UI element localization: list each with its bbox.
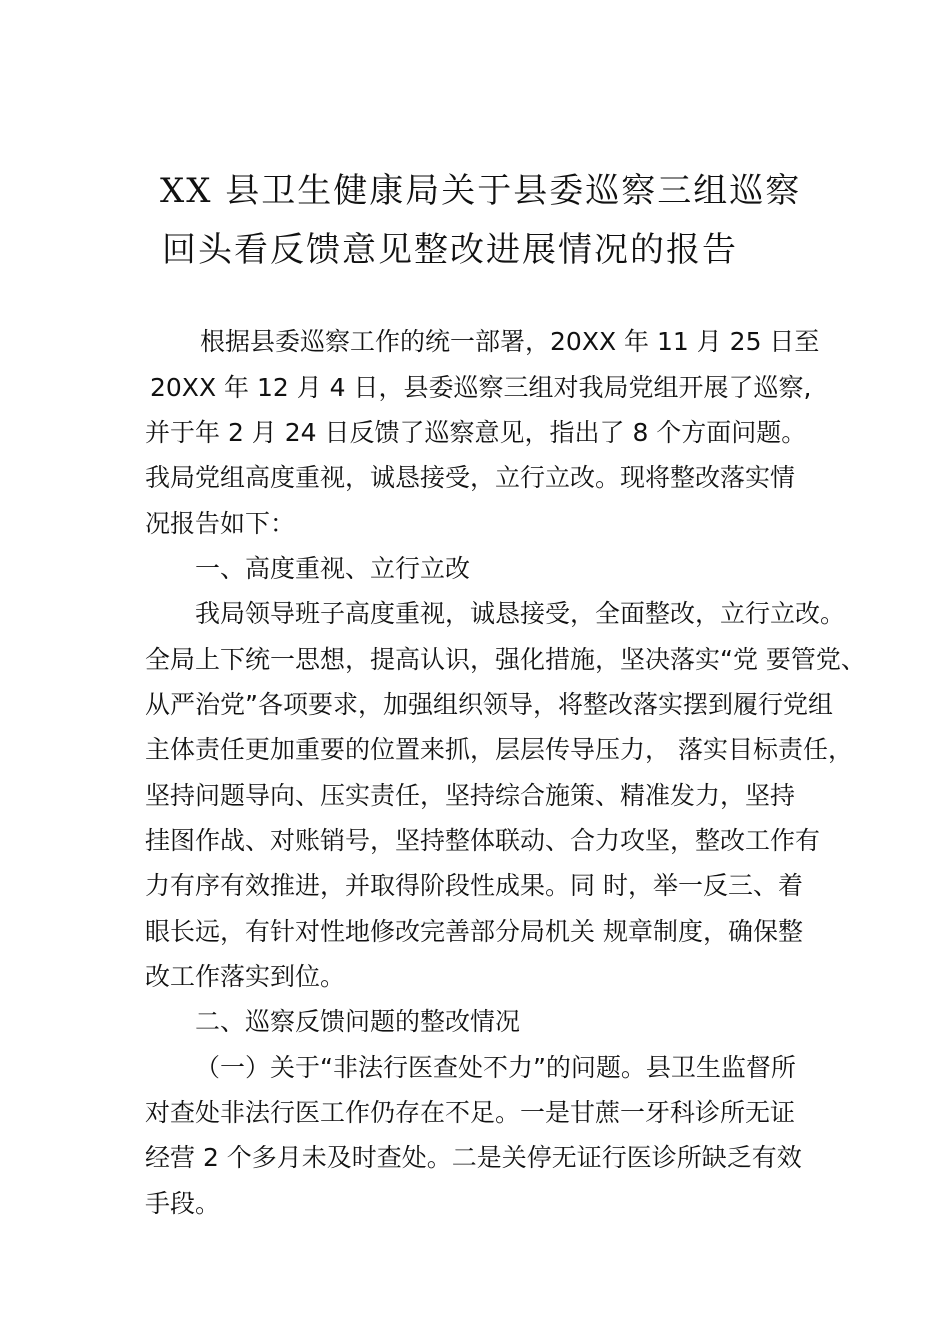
paragraph-line: 20XX 年 12 月 4 日，县委巡察三组对我局党组开展了巡察, [150, 373, 812, 402]
paragraph-line: 根据县委巡察工作的统一部署，20XX 年 11 月 25 日至 [200, 327, 820, 356]
paragraph-line: 我局党组高度重视，诚恳接受，立行立改。现将整改落实情 [145, 463, 796, 492]
paragraph-line: 力有序有效推进，并取得阶段性成果。同 时，举一反三、着 [145, 871, 803, 900]
paragraph-line: 我局领导班子高度重视，诚恳接受，全面整改，立行立改。 [195, 599, 846, 628]
paragraph-line: 改工作落实到位。 [145, 962, 346, 991]
paragraph-line: 况报告如下： [145, 509, 296, 538]
paragraph-line: （一）关于“非法行医查处不力”的问题。县卫生监督所 [195, 1053, 796, 1082]
report-title-line-1: XX 县卫生健康局关于县委巡察三组巡察 [160, 171, 802, 211]
paragraph-line: 全局上下统一思想，提高认识，强化措施，坚决落实“党 要管党、 [145, 645, 866, 674]
paragraph-line: 手段。 [145, 1189, 221, 1218]
section-heading-2: 二、巡察反馈问题的整改情况 [195, 1007, 521, 1036]
paragraph-line: 主体责任更加重要的位置来抓，层层传导压力， 落实目标责任， [145, 735, 853, 764]
section-heading-1: 一、高度重视、立行立改 [195, 554, 471, 583]
paragraph-line: 对查处非法行医工作仍存在不足。一是甘蔗一牙科诊所无证 [145, 1098, 796, 1127]
paragraph-line: 挂图作战、对账销号，坚持整体联动、合力攻坚，整改工作有 [145, 826, 821, 855]
paragraph-line: 从严治党”各项要求，加强组织领导，将整改落实摆到履行党组 [145, 690, 833, 719]
paragraph-line: 眼长远，有针对性地修改完善部分局机关 规章制度，确保整 [145, 917, 803, 946]
paragraph-line: 坚持问题导向、压实责任，坚持综合施策、精准发力，坚持 [145, 781, 796, 810]
report-title-line-2: 回头看反馈意见整改进展情况的报告 [162, 230, 738, 270]
paragraph-line: 并于年 2 月 24 日反馈了巡察意见，指出了 8 个方面问题。 [145, 418, 807, 447]
paragraph-line: 经营 2 个多月未及时查处。二是关停无证行医诊所缺乏有效 [145, 1143, 802, 1172]
